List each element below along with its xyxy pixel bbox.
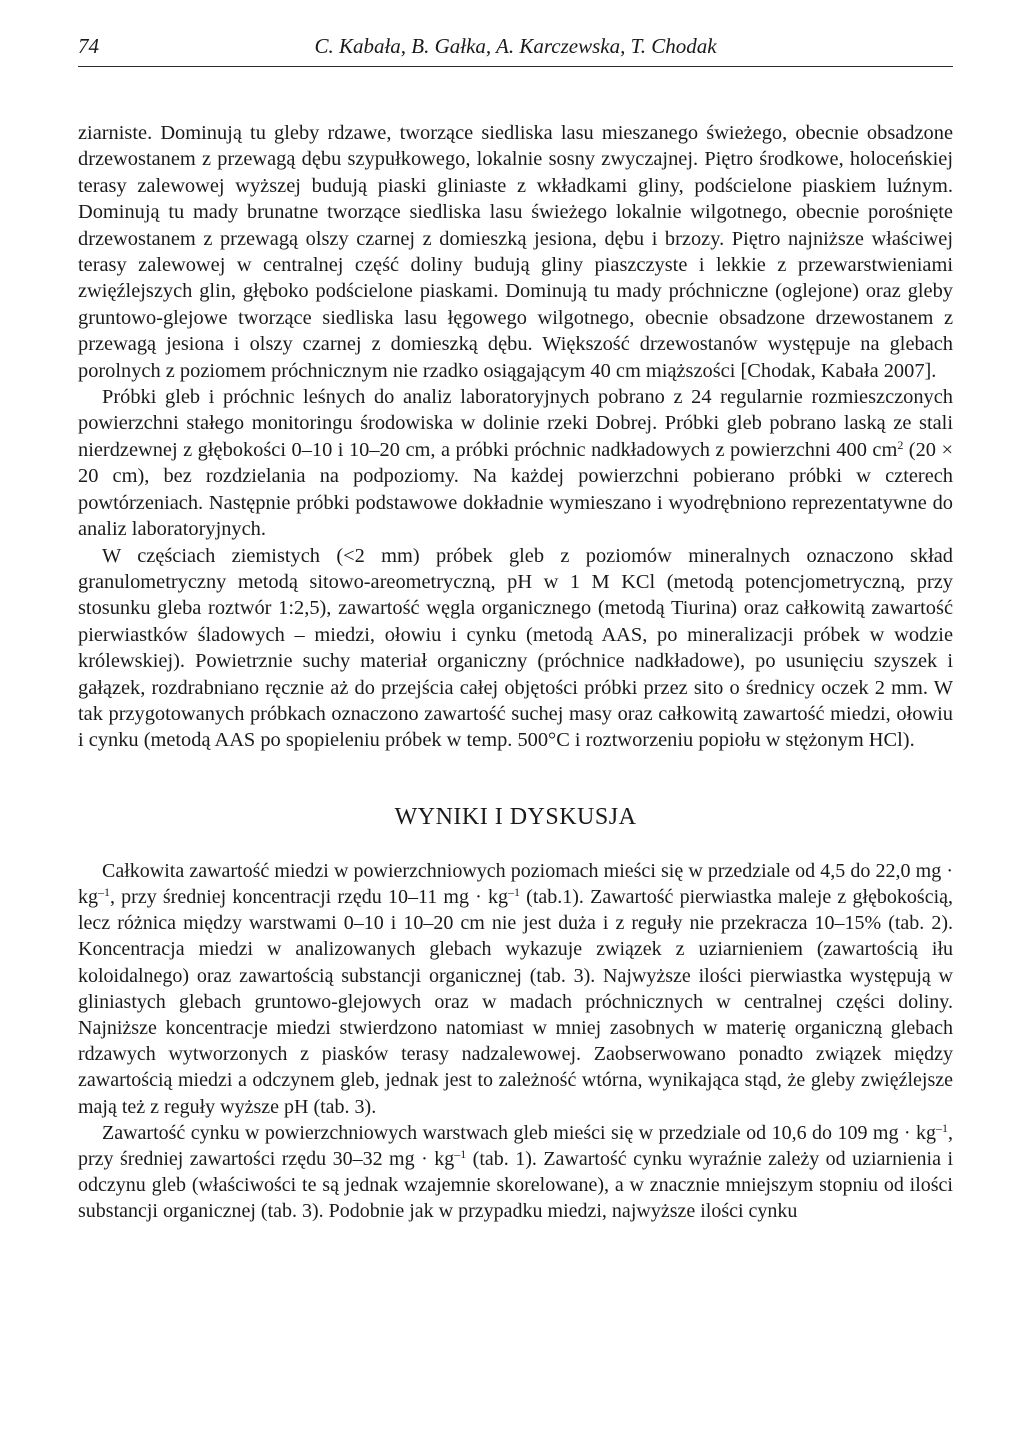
paragraph-text: Próbki gleb i próchnic leśnych do analiz laboratoryjnych pobrano z 24 regularnie rozmieszczonych powierzchni stałego monitoringu środowiska w dolinie rzeki Dobrej. Próbki gleb pobrano laską ze stali nierdzewnej z głębokości 0–10 i 10–20 cm, a próbki próchnic nadkładowych z powierzchni 400 cm [78, 386, 953, 461]
running-header [78, 22, 953, 67]
paragraph-text: Całkowita zawartość miedzi w powierzchniowych poziomach mieści się w przedziale od 4,5 do 22,0 mg · kg [78, 859, 953, 908]
paragraph [78, 858, 953, 1120]
paragraph-text: Zawartość cynku w powierzchniowych warstwach gleb mieści się w przedziale od 10,6 do 109 mg · kg [102, 1121, 936, 1144]
document-page [78, 22, 953, 1225]
superscript: –1 [508, 884, 520, 899]
paragraph-text: (20 × 20 cm), bez rozdzielania na podpoziomy. Na każdej powierzchni pobierano próbki w czterech powtórzeniach. Następnie próbki podstawowe dokładnie wymieszano i wyodrębniono reprezentatywne do analiz laboratoryjnych. [78, 438, 953, 541]
paragraph [78, 384, 953, 542]
page-number: 74 [78, 34, 99, 58]
superscript: –1 [98, 884, 110, 899]
paragraph [78, 1120, 953, 1225]
results-text [78, 858, 953, 1225]
paragraph-text: (tab. 1). Zawartość cynku wyraźnie zależy od uziarnienia i odczynu gleb (właściwości te są jednak wzajemnie skorelowane), a w znacznie mniejszym stopniu od ilości substancji organicznej (tab. 3). Podobnie jak w przypadku miedzi, najwyższe ilości cynku [78, 1147, 953, 1223]
paragraph-text: (tab.1). Zawartość pierwiastka maleje z głębokością, lecz różnica między warstwami 0–10 i 10–20 cm nie jest duża i z reguły nie przekracza 10–15% (tab. 2). Koncentracja miedzi w analizowanych glebach wykazuje związek z uziarnieniem (zawartością iłu koloidalnego) oraz zawartością substancji organicznej (tab. 3). Najwyższe ilości pierwiastka występują w gliniastych glebach gruntowo-glejowych oraz w madach próchnicznych w centralnej części doliny. Najniższe koncentracje miedzi stwierdzono natomiast w mniej zasobnych w materię organiczną glebach rdzawych wytworzonych z piasków terasy nadzalewowej. Zaobserwowano ponadto związek między zawartością miedzi a odczynem gleb, jednak jest to zależność wtórna, wynikająca stąd, że gleby zwięźlejsze mają też z reguły wyższe pH (tab. 3). [78, 885, 954, 1118]
paragraph-text: W częściach ziemistych (<2 mm) próbek gleb z poziomów mineralnych oznaczono skład granulometryczny metodą sitowo-areometryczną, pH w 1 M KCl (metodą potencjometryczną, przy stosunku gleba roztwór 1:2,5), zawartość węgla organicznego (metodą Tiurina) oraz całkowitą zawartość pierwiastków śladowych – miedzi, ołowiu i cynku (metodą AAS, po mineralizacji próbek w wodzie królewskiej). Powietrznie suchy materiał organiczny (próchnice nadkładowe), po usunięciu szyszek i gałązek, rozdrabniano ręcznie aż do przejścia całej objętości próbki przez sito o średnicy oczek 2 mm. W tak przygotowanych próbkach oznaczono zawartość suchej masy oraz całkowitą zawartość miedzi, ołowiu i cynku (metodą AAS po spopieleniu próbek w temp. 500°C i roztworzeniu popiołu w stężonym HCl). [78, 544, 953, 752]
header-authors: C. Kabała, B. Gałka, A. Karczewska, T. Chodak [314, 34, 717, 58]
superscript: 2 [897, 437, 904, 452]
paragraph [78, 120, 953, 384]
paragraph-text: ziarniste. Dominują tu gleby rdzawe, tworzące siedliska lasu mieszanego świeżego, obecnie obsadzone drzewostanem z przewagą dębu szypułkowego, lokalnie sosny zwyczajnej. Piętro środkowe, holoceńskiej terasy zalewowej wyższej budują piaski gliniaste z wkładkami gliny, podścielone piaskiem luźnym. Dominują tu mady brunatne tworzące siedliska lasu świeżego lokalnie wilgotnego, obecnie porośnięte drzewostanem z przewagą olszy czarnej z domieszką jesiona, dębu i brzozy. Piętro najniższe właściwej terasy zalewowej w centralnej część doliny budują gliny piaszczyste i lekkie z przewarstwieniami zwięźlejszych glin, głęboko podścielone piaskami. Dominują tu mady próchniczne (oglejone) oraz gleby gruntowo-glejowe tworzące siedliska lasu łęgowego wilgotnego, obecnie obsadzone drzewostanem z przewagą jesiona i olszy czarnej z domieszką dębu. Większość drzewostanów występuje na glebach porolnych z poziomem próchnicznym nie rzadko osiągającym 40 cm miąższości [Chodak, Kabała 2007]. [78, 122, 953, 382]
section-heading: WYNIKI I DYSKUSJA [394, 803, 637, 830]
paragraph [78, 543, 953, 754]
paragraph-text: , przy średniej zawartości rzędu 30–32 mg · kg [78, 1121, 953, 1170]
superscript: –1 [454, 1146, 467, 1161]
methods-text [78, 120, 953, 754]
superscript: –1 [936, 1120, 948, 1135]
paragraph-text: , przy średniej koncentracji rzędu 10–11 mg · kg [110, 885, 508, 908]
